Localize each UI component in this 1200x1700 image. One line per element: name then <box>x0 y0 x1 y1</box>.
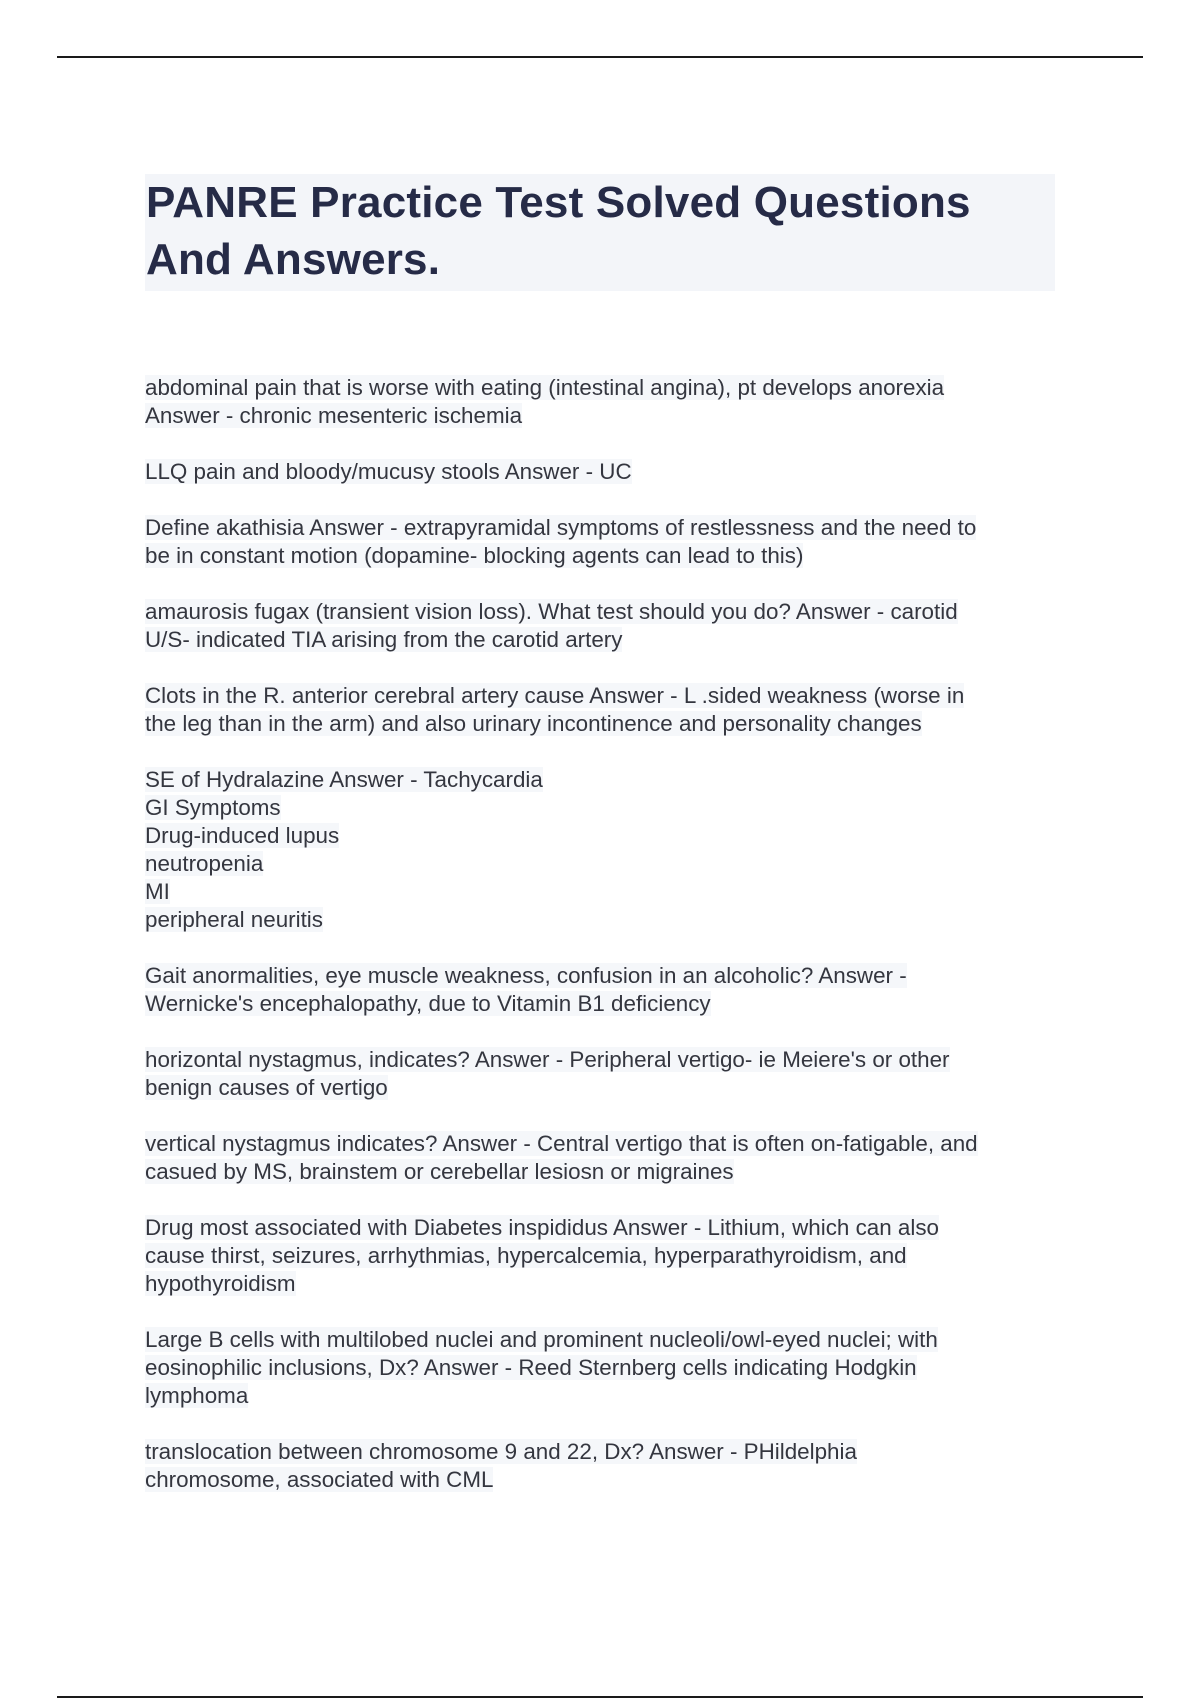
qa-item <box>145 766 1055 934</box>
top-rule <box>57 56 1143 58</box>
qa-line: translocation between chromosome 9 and 22, Dx? Answer - PHildelphia <box>145 1439 857 1464</box>
qa-line: MI <box>145 879 170 904</box>
title-line: And Answers. <box>146 235 441 284</box>
qa-list <box>145 374 1055 1494</box>
qa-line: amaurosis fugax (transient vision loss). What test should you do? Answer - carotid <box>145 599 958 624</box>
qa-line: hypothyroidism <box>145 1271 296 1296</box>
qa-line: U/S- indicated TIA arising from the carotid artery <box>145 627 623 652</box>
qa-line: vertical nystagmus indicates? Answer - Central vertigo that is often on-fatigable, and <box>145 1131 978 1156</box>
qa-line: LLQ pain and bloody/mucusy stools Answer - UC <box>145 459 632 484</box>
qa-line: the leg than in the arm) and also urinary incontinence and personality changes <box>145 711 922 736</box>
qa-line: chromosome, associated with CML <box>145 1467 494 1492</box>
qa-line: Drug-induced lupus <box>145 823 340 848</box>
document-title <box>145 174 1055 291</box>
qa-line: Define akathisia Answer - extrapyramidal symptoms of restlessness and the need to <box>145 515 977 540</box>
qa-line: benign causes of vertigo <box>145 1075 388 1100</box>
qa-line: Drug most associated with Diabetes inspididus Answer - Lithium, which can also <box>145 1215 939 1240</box>
qa-line: cause thirst, seizures, arrhythmias, hypercalcemia, hyperparathyroidism, and <box>145 1243 907 1268</box>
qa-item <box>145 458 1055 486</box>
qa-line: Answer - chronic mesenteric ischemia <box>145 403 523 428</box>
qa-item <box>145 1438 1055 1494</box>
qa-line: peripheral neuritis <box>145 907 323 932</box>
qa-line: Clots in the R. anterior cerebral artery cause Answer - L .sided weakness (worse in <box>145 683 965 708</box>
qa-item <box>145 962 1055 1018</box>
qa-line: SE of Hydralazine Answer - Tachycardia <box>145 767 543 792</box>
bottom-rule <box>57 1696 1143 1698</box>
qa-line: be in constant motion (dopamine- blocking agents can lead to this) <box>145 543 804 568</box>
title-line: PANRE Practice Test Solved Questions <box>146 178 971 227</box>
qa-item <box>145 1214 1055 1298</box>
qa-item <box>145 1130 1055 1186</box>
qa-line: Gait anormalities, eye muscle weakness, confusion in an alcoholic? Answer - <box>145 963 907 988</box>
qa-line: abdominal pain that is worse with eating (intestinal angina), pt develops anorexia <box>145 375 945 400</box>
qa-item <box>145 1046 1055 1102</box>
document-body <box>145 174 1055 1522</box>
qa-line: lymphoma <box>145 1383 249 1408</box>
qa-line: GI Symptoms <box>145 795 281 820</box>
qa-item <box>145 598 1055 654</box>
qa-line: horizontal nystagmus, indicates? Answer - Peripheral vertigo- ie Meiere's or other <box>145 1047 950 1072</box>
qa-line: eosinophilic inclusions, Dx? Answer - Reed Sternberg cells indicating Hodgkin <box>145 1355 917 1380</box>
qa-line: neutropenia <box>145 851 264 876</box>
qa-line: Large B cells with multilobed nuclei and prominent nucleoli/owl-eyed nuclei; with <box>145 1327 938 1352</box>
qa-item <box>145 514 1055 570</box>
qa-item <box>145 1326 1055 1410</box>
qa-line: casued by MS, brainstem or cerebellar lesiosn or migraines <box>145 1159 734 1184</box>
qa-item <box>145 682 1055 738</box>
qa-line: Wernicke's encephalopathy, due to Vitamin B1 deficiency <box>145 991 711 1016</box>
qa-item <box>145 374 1055 430</box>
